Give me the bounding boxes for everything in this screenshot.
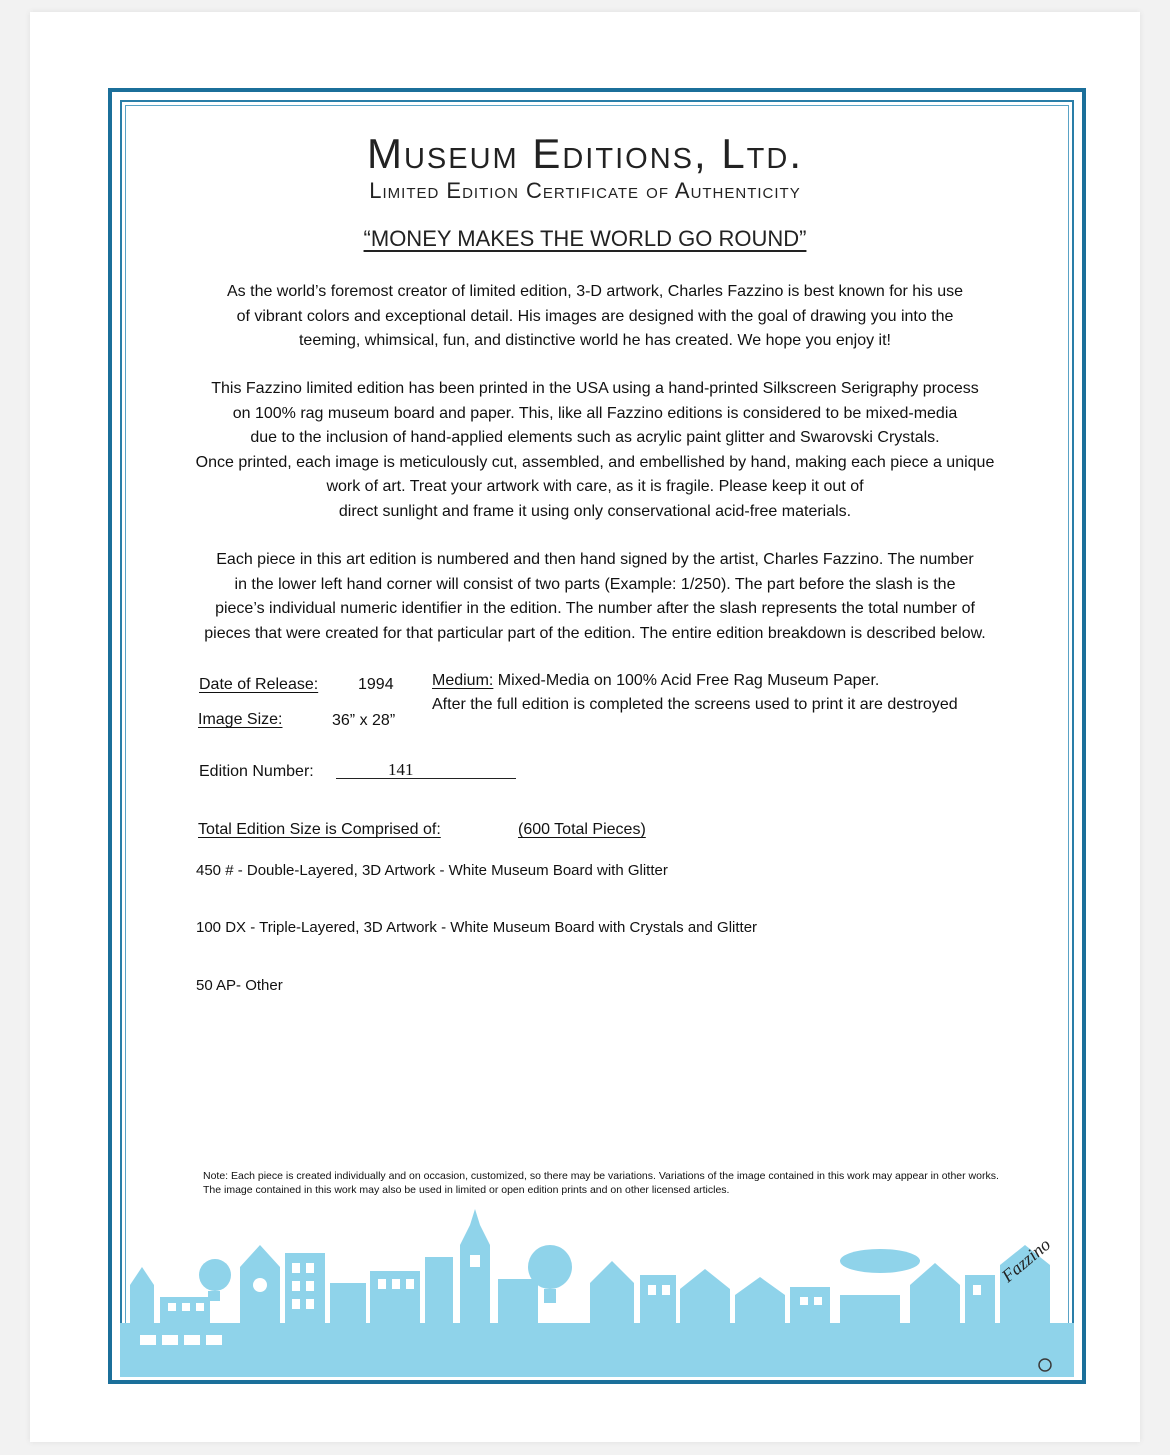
disclaimer-note: Note: Each piece is created individually and on occasion, customized, so there may be variations. Variations of the image contained in this work may appear in other works. The image contained in this work may also be used in limited or open edition prints and on other licensed articles. — [203, 1170, 999, 1196]
text-line: due to the inclusion of hand-applied elements such as acrylic paint glitter and Swarovski Crystals. — [250, 429, 940, 446]
numbering-paragraph — [150, 548, 1040, 646]
text-line: of vibrant colors and exceptional detail. His images are designed with the goal of drawing you into the — [236, 307, 954, 325]
text-line: Each piece in this art edition is numbered and then hand signed by the artist, Charles Fazzino. The number — [216, 551, 974, 568]
company-title: Museum Editions, Ltd. — [366, 130, 804, 177]
list-item: 50 AP- Other — [196, 977, 283, 994]
total-edition-label: Total Edition Size is Comprised of: — [198, 821, 441, 838]
text-line: piece’s individual numeric identifier in the edition. The number after the slash represents the total number of — [215, 600, 975, 617]
certificate-subtitle: Limited Edition Certificate of Authenticity — [369, 178, 801, 203]
release-label: Date of Release: — [199, 676, 319, 693]
artwork-title-text: “MONEY MAKES THE WORLD GO ROUND” — [363, 226, 807, 251]
image-size-value: 36” x 28” — [332, 712, 396, 729]
medium-note: After the full edition is completed the screens used to print it are destroyed — [432, 696, 958, 713]
printing-paragraph — [150, 377, 1040, 524]
intro-paragraph — [150, 280, 1040, 354]
text-line: This Fazzino limited edition has been printed in the USA using a hand-printed Silkscreen Serigraphy process — [211, 380, 979, 397]
text-line: on 100% rag museum board and paper. This, like all Fazzino editions is considered to be mixed-media — [232, 404, 958, 422]
city-skyline-illustration — [120, 1205, 1074, 1377]
medium-line — [432, 672, 879, 690]
edition-underline — [336, 778, 516, 779]
image-size-label: Image Size: — [198, 711, 283, 728]
release-value: 1994 — [358, 676, 394, 693]
text-line: work of art. Treat your artwork with care, as it is fragile. Please keep it out of — [326, 478, 864, 495]
list-item: 450 # - Double-Layered, 3D Artwork - White Museum Board with Glitter — [196, 862, 668, 879]
text-line: teeming, whimsical, fun, and distinctive world he has created. We hope you enjoy it! — [298, 332, 891, 349]
artwork-title — [0, 226, 1170, 252]
text-line: in the lower left hand corner will consist of two parts (Example: 1/250). The part before the slash is the — [234, 575, 956, 593]
text-line: Once printed, each image is meticulously cut, assembled, and embellished by hand, making each piece a unique — [195, 453, 995, 471]
medium-label: Medium: — [432, 672, 494, 689]
medium-value: Mixed-Media on 100% Acid Free Rag Museum Paper. — [493, 672, 880, 689]
total-edition-value: (600 Total Pieces) — [518, 821, 646, 838]
artist-signature: Fazzino — [997, 1234, 1055, 1287]
text-line: As the world’s foremost creator of limited edition, 3-D artwork, Charles Fazzino is best known for his use — [227, 283, 963, 300]
list-item: 100 DX - Triple-Layered, 3D Artwork - White Museum Board with Crystals and Glitter — [196, 919, 758, 936]
edition-label: Edition Number: — [199, 763, 314, 780]
text-line: pieces that were created for that particular part of the edition. The entire edition breakdown is described below. — [204, 624, 986, 642]
edition-value: 141 — [388, 760, 414, 779]
text-line: direct sunlight and frame it using only conservational acid-free materials. — [338, 502, 852, 520]
